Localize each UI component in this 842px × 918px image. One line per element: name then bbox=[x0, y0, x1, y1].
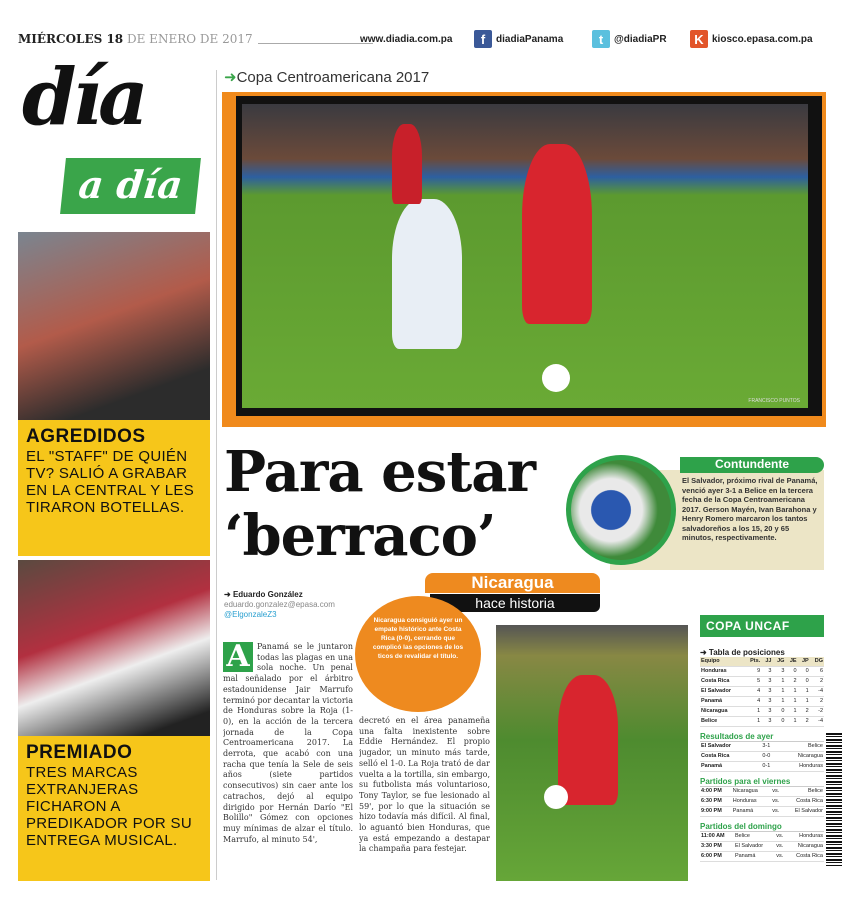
table-cell: 0 bbox=[772, 717, 785, 727]
table-cell: Belice bbox=[775, 742, 824, 752]
table-cell: 1 bbox=[785, 697, 797, 707]
column-divider bbox=[216, 70, 217, 880]
table-cell: 9:00 PM bbox=[700, 807, 732, 817]
table-cell: 4 bbox=[744, 687, 761, 697]
table-cell: 1 bbox=[785, 687, 797, 697]
table-cell: 6:30 PM bbox=[700, 797, 732, 807]
table-cell: 3 bbox=[772, 667, 785, 677]
main-photo bbox=[242, 104, 808, 408]
agredidos-text: EL "STAFF" DE QUIÉN TV? SALIÓ A GRABAR EN LA CENTRAL Y LES TIRARON BOTELLAS. bbox=[26, 448, 194, 516]
table-row bbox=[700, 677, 824, 687]
table-cell: Costa Rica bbox=[782, 797, 824, 807]
table-cell: 2 bbox=[798, 707, 810, 717]
table-row bbox=[700, 707, 824, 717]
copa-uncaf-header: COPA UNCAF bbox=[700, 615, 824, 637]
table-cell: Costa Rica bbox=[700, 677, 744, 687]
agredidos-photo bbox=[18, 232, 210, 420]
table-cell: vs. bbox=[774, 852, 786, 862]
column-header: JE bbox=[785, 657, 797, 667]
table-row bbox=[700, 697, 824, 707]
table-cell: 1 bbox=[744, 717, 761, 727]
table-cell: 1 bbox=[772, 677, 785, 687]
table-row bbox=[700, 752, 824, 762]
standings-title: ➜ Tabla de posiciones bbox=[700, 648, 785, 657]
table-row bbox=[700, 687, 824, 697]
table-row bbox=[700, 797, 824, 807]
table-cell: 0 bbox=[798, 677, 810, 687]
barcode bbox=[826, 733, 842, 866]
kiosco-link[interactable]: K kiosco.epasa.com.pa bbox=[690, 30, 813, 48]
table-cell: 3:30 PM bbox=[700, 842, 734, 852]
table-cell: 4 bbox=[744, 697, 761, 707]
table-cell: vs. bbox=[774, 842, 786, 852]
table-row bbox=[700, 807, 824, 817]
table-cell: vs. bbox=[769, 807, 782, 817]
column-header: Pts. bbox=[744, 657, 761, 667]
author-email[interactable]: eduardo.gonzalez@epasa.com bbox=[224, 600, 335, 609]
table-cell: 11:00 AM bbox=[700, 832, 734, 842]
sunday-title: Partidos del domingo bbox=[700, 822, 824, 832]
table-cell: 9 bbox=[744, 667, 761, 677]
table-cell: Costa Rica bbox=[700, 752, 757, 762]
table-cell: -4 bbox=[810, 717, 824, 727]
column-header: JG bbox=[772, 657, 785, 667]
table-cell: 2 bbox=[798, 717, 810, 727]
nicaragua-subtitle: hace historia bbox=[430, 594, 600, 612]
column-header: JP bbox=[798, 657, 810, 667]
table-cell: El Salvador bbox=[782, 807, 824, 817]
copa-uncaf-panel bbox=[700, 640, 824, 862]
table-cell: vs. bbox=[769, 797, 782, 807]
premiado-box[interactable] bbox=[18, 736, 210, 881]
table-cell: Belice bbox=[734, 832, 774, 842]
table-cell: Panamá bbox=[734, 852, 774, 862]
table-cell: Honduras bbox=[700, 667, 744, 677]
table-cell: -2 bbox=[810, 707, 824, 717]
drop-cap: A bbox=[223, 642, 253, 672]
nicaragua-title: Nicaragua bbox=[425, 573, 600, 593]
table-cell: vs. bbox=[774, 832, 786, 842]
table-cell: Panamá bbox=[732, 807, 770, 817]
player-photo bbox=[496, 625, 688, 881]
table-cell: vs. bbox=[769, 787, 782, 797]
table-cell: 3 bbox=[761, 707, 772, 717]
table-cell: 1 bbox=[772, 687, 785, 697]
table-cell: Nicaragua bbox=[700, 707, 744, 717]
table-cell: 0 bbox=[785, 667, 797, 677]
table-cell: 2 bbox=[810, 697, 824, 707]
table-cell: 0-0 bbox=[757, 752, 775, 762]
twitter-link[interactable]: t @diadiaPR bbox=[592, 30, 667, 48]
table-cell: Nicaragua bbox=[786, 842, 824, 852]
website-link[interactable]: www.diadia.com.pa bbox=[360, 34, 453, 45]
table-cell: 0-1 bbox=[757, 762, 775, 772]
contundente-label: Contundente bbox=[680, 457, 824, 473]
table-row bbox=[700, 832, 824, 842]
twitter-icon: t bbox=[592, 30, 610, 48]
table-cell: Nicaragua bbox=[775, 752, 824, 762]
masthead-bar bbox=[18, 32, 824, 50]
standings-table bbox=[700, 657, 824, 727]
contundente-text: El Salvador, próximo rival de Panamá, venció ayer 3-1 a Belice en la tercera fecha de la Copa Centroamericana 2017. Gerson Mayén, Ivan Barahona y Henry Romero marcaron los tantos salvadoreños a los 15, 20 y 65 minutos, respectivamente. bbox=[682, 476, 818, 542]
headline[interactable]: Para estar ‘berraco’ bbox=[224, 439, 535, 569]
table-cell: 2 bbox=[810, 677, 824, 687]
table-cell: 1 bbox=[785, 717, 797, 727]
table-cell: 1 bbox=[744, 707, 761, 717]
callout-circle: Nicaragua consiguió ayer un empate histórico ante Costa Rica (0-0), cerrando que complicó las opciones de los ticos de revalidar el título. bbox=[355, 596, 481, 712]
table-cell: El Salvador bbox=[734, 842, 774, 852]
table-cell: 3 bbox=[761, 717, 772, 727]
table-cell: Belice bbox=[782, 787, 824, 797]
column-header: Equipo bbox=[700, 657, 744, 667]
table-row bbox=[700, 842, 824, 852]
table-cell: Nicaragua bbox=[732, 787, 770, 797]
divider bbox=[258, 43, 373, 44]
table-cell: 5 bbox=[744, 677, 761, 687]
table-cell: 3 bbox=[761, 687, 772, 697]
column-header: JJ bbox=[761, 657, 772, 667]
agredidos-box[interactable] bbox=[18, 420, 210, 556]
facebook-link[interactable]: f diadiaPanama bbox=[474, 30, 563, 48]
author-twitter[interactable]: @ElgonzaleZ3 bbox=[224, 610, 277, 619]
column-header: DG bbox=[810, 657, 824, 667]
table-cell: 3 bbox=[761, 667, 772, 677]
table-cell: -4 bbox=[810, 687, 824, 697]
table-cell: 4:00 PM bbox=[700, 787, 732, 797]
article-column-1: A Panamá se le juntaron todas las plagas en una sola noche. Un penal mal señalado por el árbitro estadounidense Jair Marrufo terminó por decantar la victoria de Honduras sobre la Roja (1-0), en la acción de la tercera jornada de la Copa Centroamericana 2017. La derrota, que acabó con una racha que tenía la Sele de seis años (siete partidos consecutivos) sin caer ante los catrachos, dejó al equipo dirigido por Hernán Darío "El Bolillo" Gómez con opciones muy mínimas de alzar el título. Marrufo, al minuto 54', bbox=[223, 642, 353, 844]
facebook-icon: f bbox=[474, 30, 492, 48]
section-kicker: ➜Copa Centroamericana 2017 bbox=[224, 69, 430, 86]
table-cell: 1 bbox=[798, 697, 810, 707]
table-cell: 1 bbox=[785, 707, 797, 717]
edition-date: MIÉRCOLES 18 DE ENERO DE 2017 bbox=[18, 32, 253, 46]
agredidos-title: AGREDIDOS bbox=[26, 426, 146, 447]
friday-title: Partidos para el viernes bbox=[700, 777, 824, 787]
results-title: Resultados de ayer bbox=[700, 732, 824, 742]
table-cell: Honduras bbox=[775, 762, 824, 772]
table-row bbox=[700, 667, 824, 677]
table-cell: 3 bbox=[761, 697, 772, 707]
table-row bbox=[700, 742, 824, 752]
table-row bbox=[700, 717, 824, 727]
table-cell: 2 bbox=[785, 677, 797, 687]
table-row bbox=[700, 852, 824, 862]
byline bbox=[224, 590, 335, 620]
table-cell: 6 bbox=[810, 667, 824, 677]
premiado-text: TRES MARCAS EXTRANJERAS FICHARON A PREDIKADOR POR SU ENTREGA MUSICAL. bbox=[26, 764, 192, 849]
table-cell: 1 bbox=[772, 697, 785, 707]
contundente-photo bbox=[566, 455, 676, 565]
table-cell: 3-1 bbox=[757, 742, 775, 752]
table-row bbox=[700, 787, 824, 797]
table-cell: Panamá bbox=[700, 762, 757, 772]
premiado-photo bbox=[18, 560, 210, 736]
table-row bbox=[700, 762, 824, 772]
table-cell: Honduras bbox=[732, 797, 770, 807]
table-cell: 1 bbox=[798, 687, 810, 697]
logo-a-dia: a día bbox=[60, 158, 201, 214]
table-cell: El Salvador bbox=[700, 742, 757, 752]
kiosco-icon: K bbox=[690, 30, 708, 48]
table-cell: El Salvador bbox=[700, 687, 744, 697]
logo-dia: día bbox=[22, 52, 145, 143]
table-cell: Panamá bbox=[700, 697, 744, 707]
table-cell: Belice bbox=[700, 717, 744, 727]
table-cell: Honduras bbox=[786, 832, 824, 842]
table-cell: 6:00 PM bbox=[700, 852, 734, 862]
arrow-icon: ➜ bbox=[224, 69, 237, 86]
author-name: ➜ Eduardo González bbox=[224, 590, 303, 599]
table-cell: 3 bbox=[761, 677, 772, 687]
premiado-title: PREMIADO bbox=[26, 742, 133, 763]
table-cell: 0 bbox=[772, 707, 785, 717]
article-column-2: decretó en el área panameña una falta inexistente sobre Eddie Hernández. El propio jugador, un minuto más tarde, selló el 1-0. La Roja trató de dar vuelta a la tortilla, sin embargo, su futbolista más voluntarioso, Tony Taylor, se fue lesionado al 59', por lo que la situación se hizo todavía más difícil. Al final, lo aguantó bien Honduras, que ya está empezando a destapar la champaña para festejar. bbox=[359, 716, 490, 854]
table-cell: 0 bbox=[798, 667, 810, 677]
photo-credit: FRANCISCO PUNTOS bbox=[748, 398, 800, 404]
table-cell: Costa Rica bbox=[786, 852, 824, 862]
